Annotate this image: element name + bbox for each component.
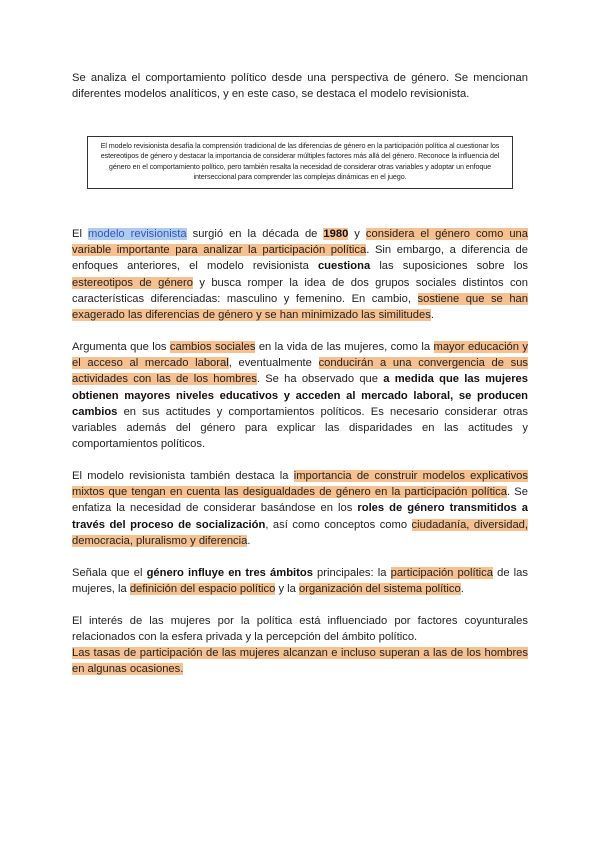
intro-paragraph: Se analiza el comportamiento político desde una perspectiva de género. Se mencionan diferentes modelos analíticos, y en este caso, se destaca el modelo revisionista.: [72, 72, 528, 101]
paragraph-social-changes: Argumenta que los cambios sociales en la vida de las mujeres, como la mayor educación y el acceso al mercado laboral, eventualmente conducirán a una convergencia de sus actividades con las de los hombres. Se ha observado que a medida que las mujeres obtienen mayores niveles educativos y acceden al mercado laboral, se producen cambios en sus actitudes y comportamientos políticos. Es necesario considerar otras variables además del género para explicar las disparidades en las actitudes y comportamientos políticos.: [72, 341, 529, 451]
paragraph-three-areas: Señala que el género influye en tres ámbitos principales: la participación política de las mujeres, la definición del espacio político y la organización del sistema político.: [72, 567, 528, 596]
highlight: Las tasas de participación de las mujeres alcanzan e incluso superan a las de los hombres en algunas ocasiones.: [72, 647, 528, 676]
highlight: cambios sociales: [169, 341, 256, 353]
summary-text: El modelo revisionista desafía la comprensión tradicional de las diferencias de género en la participación política al cuestionar los estereotipos de género y destacar la importancia de considerar múltiples factores más allá del género. Reconoce la influencia del género en el comportamiento político, pero también resalta la necesidad de considerar otras variables y adoptar un enfoque interseccional para comprender las complejas dinámicas en el juego.: [100, 141, 500, 182]
paragraph-participation-rates: [72, 645, 528, 677]
highlight: 1980: [323, 228, 349, 240]
highlight: participación política: [390, 567, 493, 579]
highlight: organización del sistema político: [299, 583, 461, 596]
highlight-link: modelo revisionista: [87, 228, 187, 240]
summary-box: [87, 136, 513, 189]
highlight: estereotipos de género: [72, 276, 193, 289]
paragraph-interest: El interés de las mujeres por la política está influenciado por factores coyunturales relacionados con la esfera privada y la percepción del ámbito político.: [72, 615, 528, 644]
highlight: sostiene que se han exagerado las diferencias de género y se han minimizado las similitudes: [72, 292, 528, 322]
paragraph-mixed-models: El modelo revisionista también destaca la importancia de construir modelos explicativos mixtos que tengan en cuenta las desigualdades de género en la participación política. Se enfatiza la necesidad de considerar basándose en los roles de género transmitidos a través del proceso de socialización, así como conceptos como ciudadanía, diversidad, democracia, pluralismo y diferencia.: [72, 470, 528, 547]
highlight: considera el género como una variable importante para analizar la participación política: [72, 228, 528, 257]
highlight: importancia de construir modelos explicativos mixtos que tengan en cuenta las desigualdades de género en la participación política: [72, 470, 528, 499]
paragraph-origins: El modelo revisionista surgió en la década de 1980 y considera el género como una variable importante para analizar la participación política. Sin embargo, a diferencia de enfoques anteriores, el modelo revisionista cuestiona las suposiciones sobre los estereotipos de género y busca romper la idea de dos grupos sociales distintos con características diferenciadas: masculino y femenino. En cambio, sostiene que se han exagerado las diferencias de género y se han minimizado las similitudes.: [72, 228, 529, 322]
highlight: mayor educación y el acceso al mercado laboral: [72, 341, 528, 370]
highlight: ciudadanía, diversidad, democracia, pluralismo y diferencia: [72, 518, 528, 547]
highlight: conducirán a una convergencia de sus actividades con las de los hombres: [72, 357, 529, 386]
highlight: definición del espacio político: [129, 583, 276, 596]
